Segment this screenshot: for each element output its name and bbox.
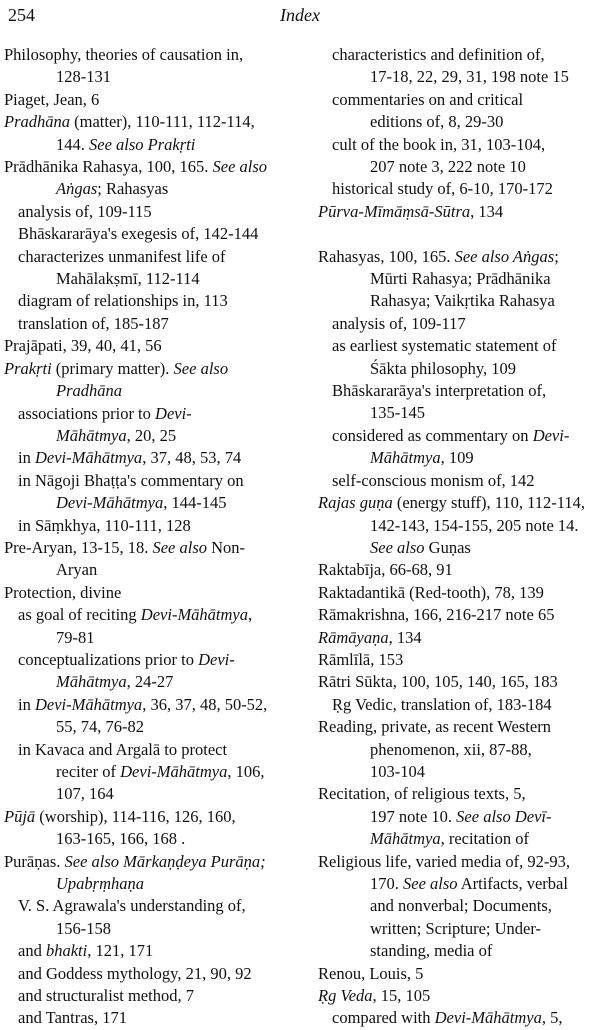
entry-text: 197 note 10. bbox=[370, 806, 457, 826]
italic-text: Devi- bbox=[198, 649, 235, 669]
index-column-right bbox=[318, 44, 598, 1030]
index-continuation-line bbox=[4, 66, 300, 88]
index-spacer bbox=[318, 223, 598, 245]
index-subentry-line bbox=[4, 1007, 300, 1029]
index-entry-line bbox=[318, 559, 598, 581]
entry-text: Mūrti Rahasya; Prādhānika bbox=[370, 269, 551, 289]
index-entry-line bbox=[318, 671, 598, 693]
index-entry-line bbox=[4, 156, 300, 178]
entry-text: Guṇas bbox=[424, 537, 471, 557]
italic-text: Rajas guṇa bbox=[318, 493, 393, 513]
entry-text: and structuralist method, 7 bbox=[18, 986, 194, 1006]
index-subentry-line bbox=[4, 447, 300, 469]
entry-text: 170. bbox=[370, 874, 403, 894]
index-entry-line bbox=[318, 851, 598, 873]
italic-text: See also Prakṛti bbox=[89, 134, 196, 154]
entry-text: diagram of relationships in, 113 bbox=[18, 291, 228, 311]
entry-text: Pre-Aryan, 13-15, 18. bbox=[4, 537, 153, 557]
index-subentry-line bbox=[4, 223, 300, 245]
entry-text: in bbox=[18, 694, 35, 714]
entry-text: ; Rahasyas bbox=[97, 179, 169, 199]
index-continuation-line bbox=[318, 447, 598, 469]
italic-text: Devi-Māhātmya bbox=[120, 762, 228, 781]
italic-text: Aṅgas bbox=[56, 179, 98, 199]
entry-text: , recitation of bbox=[440, 829, 529, 849]
index-subentry-line bbox=[4, 940, 300, 962]
italic-text: See also bbox=[370, 537, 425, 557]
index-continuation-line bbox=[318, 111, 598, 133]
index-subentry-line bbox=[4, 604, 300, 626]
index-entry-line bbox=[318, 201, 598, 223]
index-entry-line bbox=[318, 963, 598, 985]
italic-text: Pūjā bbox=[4, 806, 36, 826]
entry-text: Rahasyas, 100, 165. bbox=[318, 246, 455, 266]
index-subentry-line bbox=[318, 470, 598, 492]
entry-text: Rahasya; Vaikṛtika Rahasya bbox=[370, 291, 555, 311]
italic-text: Māhātmya bbox=[370, 448, 441, 468]
italic-text: Pūrva-Mīmāṃsā-Sūtra bbox=[318, 201, 471, 221]
index-entry-line bbox=[4, 806, 300, 828]
entry-text: , bbox=[248, 605, 253, 625]
entry-text: associations prior to bbox=[18, 403, 156, 423]
entry-text: ; bbox=[554, 246, 559, 266]
entry-text: analysis of, 109-115 bbox=[18, 201, 152, 221]
index-entry-line bbox=[318, 492, 598, 514]
entry-text: 107, 164 bbox=[56, 784, 114, 804]
italic-text: See also bbox=[403, 874, 458, 894]
entry-text: and nonverbal; Documents, bbox=[370, 896, 552, 916]
entry-text: , 20, 25 bbox=[126, 425, 177, 445]
entry-text: Non- bbox=[207, 537, 246, 557]
entry-text: Artifacts, verbal bbox=[457, 874, 568, 894]
index-entry-line bbox=[318, 649, 598, 671]
index-continuation-line bbox=[318, 290, 598, 312]
entry-text: Bhāskararāya's interpretation of, bbox=[332, 381, 547, 401]
index-continuation-line bbox=[318, 873, 598, 895]
italic-text: See also bbox=[152, 537, 207, 557]
index-subentry-line bbox=[318, 134, 598, 156]
italic-text: Devi-Māhātmya bbox=[56, 493, 164, 513]
index-continuation-line bbox=[4, 425, 300, 447]
entry-text: 144. bbox=[56, 134, 89, 154]
italic-text: Māhātmya bbox=[56, 672, 127, 692]
entry-text: 55, 74, 76-82 bbox=[56, 717, 144, 737]
italic-text: See also bbox=[212, 157, 268, 177]
entry-text: historical study of, 6-10, 170-172 bbox=[332, 179, 553, 199]
italic-text: Devi-Māhātmya bbox=[34, 694, 143, 714]
entry-text: Recitation, of religious texts, 5, bbox=[318, 784, 526, 804]
index-subentry-line bbox=[318, 178, 598, 200]
entry-text: , 5, bbox=[541, 1008, 563, 1028]
entry-text: commentaries on and critical bbox=[332, 89, 524, 109]
index-entry-line bbox=[318, 246, 598, 268]
italic-text: Devi-Māhātmya bbox=[140, 605, 249, 625]
entry-text: Prajāpati, 39, 40, 41, 56 bbox=[4, 336, 162, 356]
index-entry-line bbox=[4, 44, 300, 66]
index-entry-line bbox=[318, 716, 598, 738]
index-continuation-line bbox=[4, 828, 300, 850]
index-subentry-line bbox=[318, 1007, 598, 1029]
entry-text: 142-143, 154-155, 205 note 14. bbox=[370, 515, 579, 535]
index-continuation-line bbox=[318, 358, 598, 380]
index-subentry-line bbox=[4, 201, 300, 223]
entry-text: self-conscious monism of, 142 bbox=[332, 470, 535, 490]
entry-text: Protection, divine bbox=[4, 582, 122, 602]
entry-text: , 106, bbox=[227, 762, 265, 781]
index-entry-line bbox=[4, 335, 300, 357]
index-continuation-line bbox=[318, 537, 598, 559]
italic-text: Devi- bbox=[155, 403, 192, 423]
entry-text: 156-158 bbox=[56, 918, 111, 938]
entry-text: 135-145 bbox=[370, 403, 425, 423]
entry-text: and bbox=[18, 941, 46, 961]
index-subentry-line bbox=[4, 313, 300, 335]
page-number: 254 bbox=[8, 5, 35, 25]
italic-text: See also Devī- bbox=[456, 806, 552, 826]
entry-text: Philosophy, theories of causation in, bbox=[4, 45, 244, 64]
entry-text: compared with bbox=[332, 1008, 435, 1028]
index-entry-line bbox=[4, 358, 300, 380]
index-subentry-line bbox=[318, 313, 598, 335]
entry-text: 103-104 bbox=[370, 761, 425, 781]
entry-text: Purāṇas. bbox=[4, 851, 65, 871]
entry-text: , 36, 37, 48, 50-52, bbox=[142, 694, 268, 714]
index-continuation-line bbox=[318, 268, 598, 290]
entry-text: Ṛg Vedic, translation of, 183-184 bbox=[332, 694, 552, 714]
entry-text: 163-165, 166, 168 . bbox=[56, 829, 186, 849]
index-entry-line bbox=[4, 89, 300, 111]
index-continuation-line bbox=[4, 671, 300, 693]
index-continuation-line bbox=[318, 806, 598, 828]
index-continuation-line bbox=[4, 380, 300, 402]
entry-text: cult of the book in, 31, 103-104, bbox=[332, 134, 546, 154]
index-subentry-line bbox=[4, 739, 300, 761]
italic-text: Devi- bbox=[532, 425, 570, 445]
entry-text: , 134 bbox=[388, 627, 422, 647]
italic-text: Upabṛṃhaṇa bbox=[56, 874, 145, 894]
index-entry-line bbox=[318, 985, 598, 1007]
index-subentry-line bbox=[4, 649, 300, 671]
italic-text: Devi-Māhātmya bbox=[34, 448, 143, 468]
index-subentry-line bbox=[4, 895, 300, 917]
entry-text: , 24-27 bbox=[126, 672, 174, 692]
entry-text: 128-131 bbox=[56, 67, 111, 87]
entry-text: Piaget, Jean, 6 bbox=[4, 89, 100, 109]
index-subentry-line bbox=[4, 470, 300, 492]
index-subentry-line bbox=[4, 515, 300, 537]
entry-text: , 15, 105 bbox=[372, 986, 431, 1006]
entry-text: Rāmakrishna, 166, 216-217 note 65 bbox=[318, 605, 555, 625]
italic-text: bhakti bbox=[45, 941, 88, 961]
entry-text: , 144-145 bbox=[163, 493, 227, 513]
entry-text: 207 note 3, 222 note 10 bbox=[370, 157, 526, 177]
entry-text: , 134 bbox=[470, 201, 504, 221]
italic-text: Māhātmya bbox=[56, 425, 127, 445]
running-head: Index bbox=[280, 5, 320, 25]
entry-text: Rātri Sūkta, 100, 105, 140, 165, 183 bbox=[318, 672, 558, 692]
index-subentry-line bbox=[318, 44, 598, 66]
entry-text: Rāmlīlā, 153 bbox=[318, 649, 404, 669]
index-subentry-line bbox=[318, 380, 598, 402]
entry-text: Renou, Louis, 5 bbox=[318, 963, 424, 983]
entry-text: 17-18, 22, 29, 31, 198 note 15 bbox=[370, 67, 569, 87]
index-continuation-line bbox=[4, 761, 300, 783]
index-entry-line bbox=[4, 537, 300, 559]
index-continuation-line bbox=[318, 895, 598, 917]
index-entry-line bbox=[4, 111, 300, 133]
entry-text: Aryan bbox=[56, 560, 98, 580]
index-continuation-line bbox=[318, 918, 598, 940]
index-continuation-line bbox=[4, 783, 300, 805]
index-continuation-line bbox=[318, 761, 598, 783]
index-continuation-line bbox=[318, 940, 598, 962]
entry-text: , 121, 171 bbox=[87, 941, 154, 961]
italic-text: Rāmāyaṇa bbox=[318, 627, 389, 647]
entry-text: (primary matter). bbox=[51, 358, 174, 378]
entry-text: Raktabīja, 66-68, 91 bbox=[318, 560, 453, 580]
italic-text: Prakṛti bbox=[4, 358, 52, 378]
entry-text: 79-81 bbox=[56, 627, 95, 647]
entry-text: conceptualizations prior to bbox=[18, 649, 199, 669]
index-continuation-line bbox=[4, 268, 300, 290]
italic-text: See also bbox=[173, 358, 229, 378]
italic-text: Māhātmya bbox=[370, 829, 441, 849]
entry-text: Raktadantikā (Red-tooth), 78, 139 bbox=[318, 582, 544, 602]
index-continuation-line bbox=[318, 156, 598, 178]
index-subentry-line bbox=[4, 246, 300, 268]
index-continuation-line bbox=[4, 492, 300, 514]
index-continuation-line bbox=[318, 828, 598, 850]
index-continuation-line bbox=[4, 873, 300, 895]
index-subentry-line bbox=[4, 403, 300, 425]
index-subentry-line bbox=[4, 963, 300, 985]
entry-text: V. S. Agrawala's understanding of, bbox=[18, 896, 246, 916]
entry-text: editions of, 8, 29-30 bbox=[370, 112, 504, 132]
entry-text: (matter), 110-111, 112-114, bbox=[70, 112, 255, 132]
entry-text: characteristics and definition of, bbox=[332, 45, 545, 64]
index-subentry-line bbox=[318, 89, 598, 111]
italic-text: Devi-Māhātmya bbox=[434, 1008, 542, 1028]
entry-text: characterizes unmanifest life of bbox=[18, 246, 226, 266]
index-entry-line bbox=[4, 851, 300, 873]
index-subentry-line bbox=[318, 425, 598, 447]
entry-text: in Sāṃkhya, 110-111, 128 bbox=[18, 515, 191, 535]
index-continuation-line bbox=[4, 716, 300, 738]
index-subentry-line bbox=[318, 694, 598, 716]
entry-text: Prādhānika Rahasya, 100, 165. bbox=[4, 157, 213, 177]
entry-text: in Nāgoji Bhaṭṭa's commentary on bbox=[18, 470, 244, 490]
entry-text: phenomenon, xii, 87-88, bbox=[370, 739, 532, 759]
index-continuation-line bbox=[4, 178, 300, 200]
entry-text: as goal of reciting bbox=[18, 605, 141, 625]
entry-text: considered as commentary on bbox=[332, 425, 533, 445]
index-subentry-line bbox=[4, 694, 300, 716]
index-continuation-line bbox=[4, 918, 300, 940]
entry-text: reciter of bbox=[56, 762, 121, 781]
entry-text: , 109 bbox=[440, 448, 474, 468]
index-entry-line bbox=[318, 604, 598, 626]
entry-text: and Goddess mythology, 21, 90, 92 bbox=[18, 963, 252, 983]
index-continuation-line bbox=[318, 66, 598, 88]
index-column-left bbox=[4, 44, 300, 1030]
index-subentry-line bbox=[4, 290, 300, 312]
entry-text: as earliest systematic statement of bbox=[332, 336, 557, 356]
index-entry-line bbox=[318, 783, 598, 805]
entry-text: (energy stuff), 110, 112-114, bbox=[392, 493, 586, 513]
index-continuation-line bbox=[318, 402, 598, 424]
italic-text: Pradhāna bbox=[4, 112, 70, 132]
index-entry-line bbox=[318, 582, 598, 604]
entry-text: Mahālakṣmī, 112-114 bbox=[56, 269, 200, 289]
entry-text: , 37, 48, 53, 74 bbox=[142, 448, 242, 468]
entry-text: Bhāskararāya's exegesis of, 142-144 bbox=[18, 224, 259, 244]
italic-text: See also Mārkaṇḍeya Purāṇa; bbox=[64, 851, 266, 871]
index-subentry-line bbox=[318, 335, 598, 357]
entry-text: in Kavaca and Argalā to protect bbox=[18, 739, 228, 759]
index-entry-line bbox=[4, 582, 300, 604]
entry-text: and Tantras, 171 bbox=[18, 1008, 127, 1028]
italic-text: Pradhāna bbox=[56, 381, 122, 401]
index-continuation-line bbox=[4, 559, 300, 581]
index-continuation-line bbox=[4, 134, 300, 156]
entry-text: Religious life, varied media of, 92-93, bbox=[318, 851, 571, 871]
italic-text: See also Aṅgas bbox=[454, 246, 555, 266]
entry-text: written; Scripture; Under- bbox=[370, 918, 542, 938]
entry-text: standing, media of bbox=[370, 941, 493, 961]
index-continuation-line bbox=[318, 515, 598, 537]
entry-text: Śākta philosophy, 109 bbox=[370, 358, 517, 378]
index-subentry-line bbox=[4, 985, 300, 1007]
index-entry-line bbox=[318, 627, 598, 649]
entry-text: analysis of, 109-117 bbox=[332, 313, 466, 333]
entry-text: in bbox=[18, 448, 35, 468]
index-continuation-line bbox=[318, 739, 598, 761]
italic-text: Ṛg Veda bbox=[318, 986, 373, 1006]
index-continuation-line bbox=[4, 627, 300, 649]
entry-text: Reading, private, as recent Western bbox=[318, 717, 551, 737]
entry-text: (worship), 114-116, 126, 160, bbox=[35, 806, 236, 826]
entry-text: translation of, 185-187 bbox=[18, 313, 169, 333]
